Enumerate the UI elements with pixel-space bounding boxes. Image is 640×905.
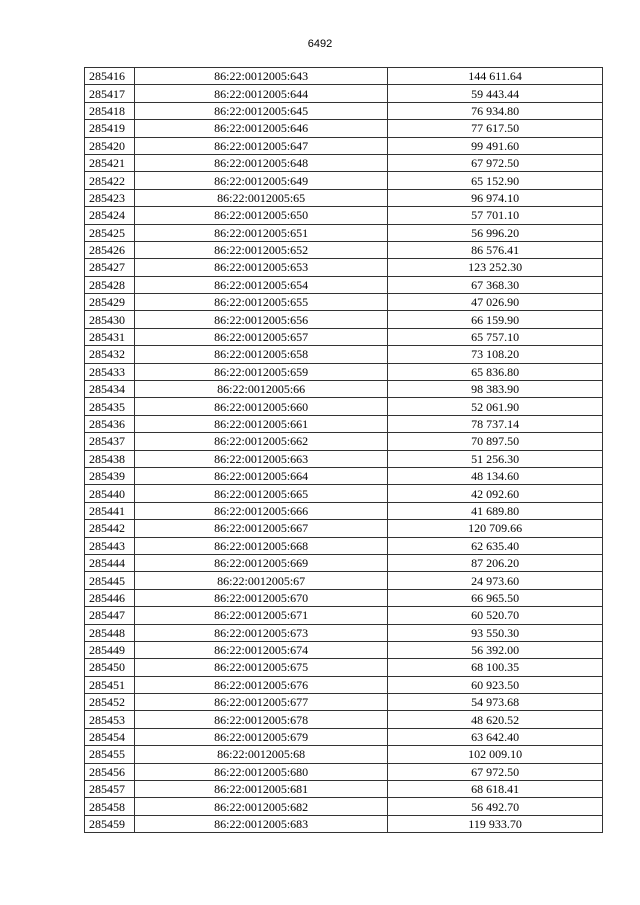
- value-cell: 120 709.66: [388, 520, 603, 537]
- cadastral-number-cell: 86:22:0012005:68: [135, 746, 388, 763]
- cadastral-number-cell: 86:22:0012005:677: [135, 694, 388, 711]
- value-cell: 67 368.30: [388, 276, 603, 293]
- record-number-cell: 285436: [85, 415, 135, 432]
- record-number-cell: 285444: [85, 554, 135, 571]
- cadastral-number-cell: 86:22:0012005:66: [135, 381, 388, 398]
- table-row: [85, 589, 603, 606]
- table-row: [85, 520, 603, 537]
- value-cell: 76 934.80: [388, 102, 603, 119]
- table-row: [85, 398, 603, 415]
- record-number-cell: 285427: [85, 259, 135, 276]
- record-number-cell: 285455: [85, 746, 135, 763]
- value-cell: 52 061.90: [388, 398, 603, 415]
- table-row: [85, 728, 603, 745]
- table-row: [85, 781, 603, 798]
- value-cell: 67 972.50: [388, 154, 603, 171]
- record-number-cell: 285448: [85, 624, 135, 641]
- cadastral-number-cell: 86:22:0012005:661: [135, 415, 388, 432]
- table-row: [85, 694, 603, 711]
- cadastral-number-cell: 86:22:0012005:664: [135, 467, 388, 484]
- record-number-cell: 285447: [85, 607, 135, 624]
- value-cell: 144 611.64: [388, 68, 603, 85]
- table-row: [85, 815, 603, 832]
- record-number-cell: 285416: [85, 68, 135, 85]
- record-number-cell: 285449: [85, 641, 135, 658]
- table-row: [85, 189, 603, 206]
- record-number-cell: 285451: [85, 676, 135, 693]
- cadastral-number-cell: 86:22:0012005:679: [135, 728, 388, 745]
- table-row: [85, 85, 603, 102]
- cadastral-number-cell: 86:22:0012005:648: [135, 154, 388, 171]
- cadastral-number-cell: 86:22:0012005:682: [135, 798, 388, 815]
- table-row: [85, 537, 603, 554]
- table-row: [85, 415, 603, 432]
- table-row: [85, 120, 603, 137]
- record-number-cell: 285419: [85, 120, 135, 137]
- value-cell: 65 836.80: [388, 363, 603, 380]
- value-cell: 66 159.90: [388, 311, 603, 328]
- record-number-cell: 285438: [85, 450, 135, 467]
- table-row: [85, 259, 603, 276]
- record-number-cell: 285429: [85, 294, 135, 311]
- value-cell: 48 620.52: [388, 711, 603, 728]
- table-row: [85, 328, 603, 345]
- record-number-cell: 285434: [85, 381, 135, 398]
- record-number-cell: 285457: [85, 781, 135, 798]
- cadastral-number-cell: 86:22:0012005:649: [135, 172, 388, 189]
- record-number-cell: 285432: [85, 346, 135, 363]
- table-row: [85, 294, 603, 311]
- table-row: [85, 711, 603, 728]
- value-cell: 86 576.41: [388, 241, 603, 258]
- cadastral-number-cell: 86:22:0012005:655: [135, 294, 388, 311]
- table-row: [85, 676, 603, 693]
- cadastral-number-cell: 86:22:0012005:665: [135, 485, 388, 502]
- cadastral-number-cell: 86:22:0012005:670: [135, 589, 388, 606]
- value-cell: 98 383.90: [388, 381, 603, 398]
- record-number-cell: 285454: [85, 728, 135, 745]
- value-cell: 87 206.20: [388, 554, 603, 571]
- table-row: [85, 241, 603, 258]
- value-cell: 54 973.68: [388, 694, 603, 711]
- table-row: [85, 433, 603, 450]
- value-cell: 24 973.60: [388, 572, 603, 589]
- value-cell: 78 737.14: [388, 415, 603, 432]
- value-cell: 41 689.80: [388, 502, 603, 519]
- record-number-cell: 285423: [85, 189, 135, 206]
- value-cell: 93 550.30: [388, 624, 603, 641]
- cadastral-number-cell: 86:22:0012005:666: [135, 502, 388, 519]
- value-cell: 42 092.60: [388, 485, 603, 502]
- record-number-cell: 285453: [85, 711, 135, 728]
- cadastral-number-cell: 86:22:0012005:646: [135, 120, 388, 137]
- cadastral-number-cell: 86:22:0012005:676: [135, 676, 388, 693]
- value-cell: 48 134.60: [388, 467, 603, 484]
- table-row: [85, 746, 603, 763]
- table-row: [85, 624, 603, 641]
- table-row: [85, 450, 603, 467]
- record-number-cell: 285441: [85, 502, 135, 519]
- table-row: [85, 276, 603, 293]
- cadastral-number-cell: 86:22:0012005:65: [135, 189, 388, 206]
- table-row: [85, 554, 603, 571]
- value-cell: 65 757.10: [388, 328, 603, 345]
- cadastral-number-cell: 86:22:0012005:681: [135, 781, 388, 798]
- record-number-cell: 285450: [85, 659, 135, 676]
- value-cell: 96 974.10: [388, 189, 603, 206]
- value-cell: 59 443.44: [388, 85, 603, 102]
- cadastral-number-cell: 86:22:0012005:683: [135, 815, 388, 832]
- cadastral-number-cell: 86:22:0012005:652: [135, 241, 388, 258]
- value-cell: 67 972.50: [388, 763, 603, 780]
- cadastral-number-cell: 86:22:0012005:662: [135, 433, 388, 450]
- value-cell: 68 100.35: [388, 659, 603, 676]
- record-number-cell: 285420: [85, 137, 135, 154]
- table-row: [85, 641, 603, 658]
- record-number-cell: 285439: [85, 467, 135, 484]
- record-number-cell: 285431: [85, 328, 135, 345]
- table-row: [85, 363, 603, 380]
- value-cell: 56 492.70: [388, 798, 603, 815]
- value-cell: 60 923.50: [388, 676, 603, 693]
- value-cell: 56 392.00: [388, 641, 603, 658]
- table-row: [85, 102, 603, 119]
- value-cell: 102 009.10: [388, 746, 603, 763]
- record-number-cell: 285424: [85, 207, 135, 224]
- value-cell: 73 108.20: [388, 346, 603, 363]
- record-number-cell: 285445: [85, 572, 135, 589]
- table-row: [85, 68, 603, 85]
- cadastral-number-cell: 86:22:0012005:654: [135, 276, 388, 293]
- table-row: [85, 207, 603, 224]
- cadastral-number-cell: 86:22:0012005:659: [135, 363, 388, 380]
- value-cell: 51 256.30: [388, 450, 603, 467]
- cadastral-number-cell: 86:22:0012005:668: [135, 537, 388, 554]
- cadastral-number-cell: 86:22:0012005:67: [135, 572, 388, 589]
- value-cell: 65 152.90: [388, 172, 603, 189]
- table-row: [85, 154, 603, 171]
- value-cell: 47 026.90: [388, 294, 603, 311]
- registry-table-body: [85, 68, 603, 833]
- cadastral-number-cell: 86:22:0012005:674: [135, 641, 388, 658]
- table-row: [85, 607, 603, 624]
- cadastral-number-cell: 86:22:0012005:675: [135, 659, 388, 676]
- value-cell: 123 252.30: [388, 259, 603, 276]
- table-row: [85, 485, 603, 502]
- page-number: 6492: [307, 38, 333, 50]
- record-number-cell: 285456: [85, 763, 135, 780]
- value-cell: 119 933.70: [388, 815, 603, 832]
- value-cell: 63 642.40: [388, 728, 603, 745]
- cadastral-number-cell: 86:22:0012005:656: [135, 311, 388, 328]
- record-number-cell: 285417: [85, 85, 135, 102]
- table-row: [85, 346, 603, 363]
- table-row: [85, 572, 603, 589]
- cadastral-number-cell: 86:22:0012005:678: [135, 711, 388, 728]
- record-number-cell: 285433: [85, 363, 135, 380]
- value-cell: 77 617.50: [388, 120, 603, 137]
- record-number-cell: 285459: [85, 815, 135, 832]
- table-row: [85, 502, 603, 519]
- value-cell: 60 520.70: [388, 607, 603, 624]
- cadastral-number-cell: 86:22:0012005:650: [135, 207, 388, 224]
- record-number-cell: 285428: [85, 276, 135, 293]
- record-number-cell: 285446: [85, 589, 135, 606]
- cadastral-number-cell: 86:22:0012005:669: [135, 554, 388, 571]
- cadastral-number-cell: 86:22:0012005:643: [135, 68, 388, 85]
- cadastral-number-cell: 86:22:0012005:671: [135, 607, 388, 624]
- value-cell: 99 491.60: [388, 137, 603, 154]
- record-number-cell: 285421: [85, 154, 135, 171]
- value-cell: 57 701.10: [388, 207, 603, 224]
- record-number-cell: 285458: [85, 798, 135, 815]
- record-number-cell: 285422: [85, 172, 135, 189]
- cadastral-number-cell: 86:22:0012005:645: [135, 102, 388, 119]
- table-row: [85, 763, 603, 780]
- cadastral-number-cell: 86:22:0012005:660: [135, 398, 388, 415]
- table-row: [85, 311, 603, 328]
- record-number-cell: 285442: [85, 520, 135, 537]
- record-number-cell: 285452: [85, 694, 135, 711]
- record-number-cell: 285440: [85, 485, 135, 502]
- record-number-cell: 285418: [85, 102, 135, 119]
- cadastral-number-cell: 86:22:0012005:644: [135, 85, 388, 102]
- cadastral-number-cell: 86:22:0012005:673: [135, 624, 388, 641]
- registry-table: [84, 67, 603, 833]
- table-row: [85, 172, 603, 189]
- table-row: [85, 659, 603, 676]
- value-cell: 70 897.50: [388, 433, 603, 450]
- cadastral-number-cell: 86:22:0012005:647: [135, 137, 388, 154]
- record-number-cell: 285426: [85, 241, 135, 258]
- record-number-cell: 285435: [85, 398, 135, 415]
- table-row: [85, 137, 603, 154]
- cadastral-number-cell: 86:22:0012005:663: [135, 450, 388, 467]
- value-cell: 68 618.41: [388, 781, 603, 798]
- record-number-cell: 285425: [85, 224, 135, 241]
- cadastral-number-cell: 86:22:0012005:657: [135, 328, 388, 345]
- record-number-cell: 285430: [85, 311, 135, 328]
- value-cell: 56 996.20: [388, 224, 603, 241]
- table-row: [85, 798, 603, 815]
- table-row: [85, 467, 603, 484]
- table-row: [85, 381, 603, 398]
- table-row: [85, 224, 603, 241]
- cadastral-number-cell: 86:22:0012005:680: [135, 763, 388, 780]
- record-number-cell: 285443: [85, 537, 135, 554]
- cadastral-number-cell: 86:22:0012005:667: [135, 520, 388, 537]
- record-number-cell: 285437: [85, 433, 135, 450]
- cadastral-number-cell: 86:22:0012005:653: [135, 259, 388, 276]
- value-cell: 66 965.50: [388, 589, 603, 606]
- cadastral-number-cell: 86:22:0012005:658: [135, 346, 388, 363]
- cadastral-number-cell: 86:22:0012005:651: [135, 224, 388, 241]
- value-cell: 62 635.40: [388, 537, 603, 554]
